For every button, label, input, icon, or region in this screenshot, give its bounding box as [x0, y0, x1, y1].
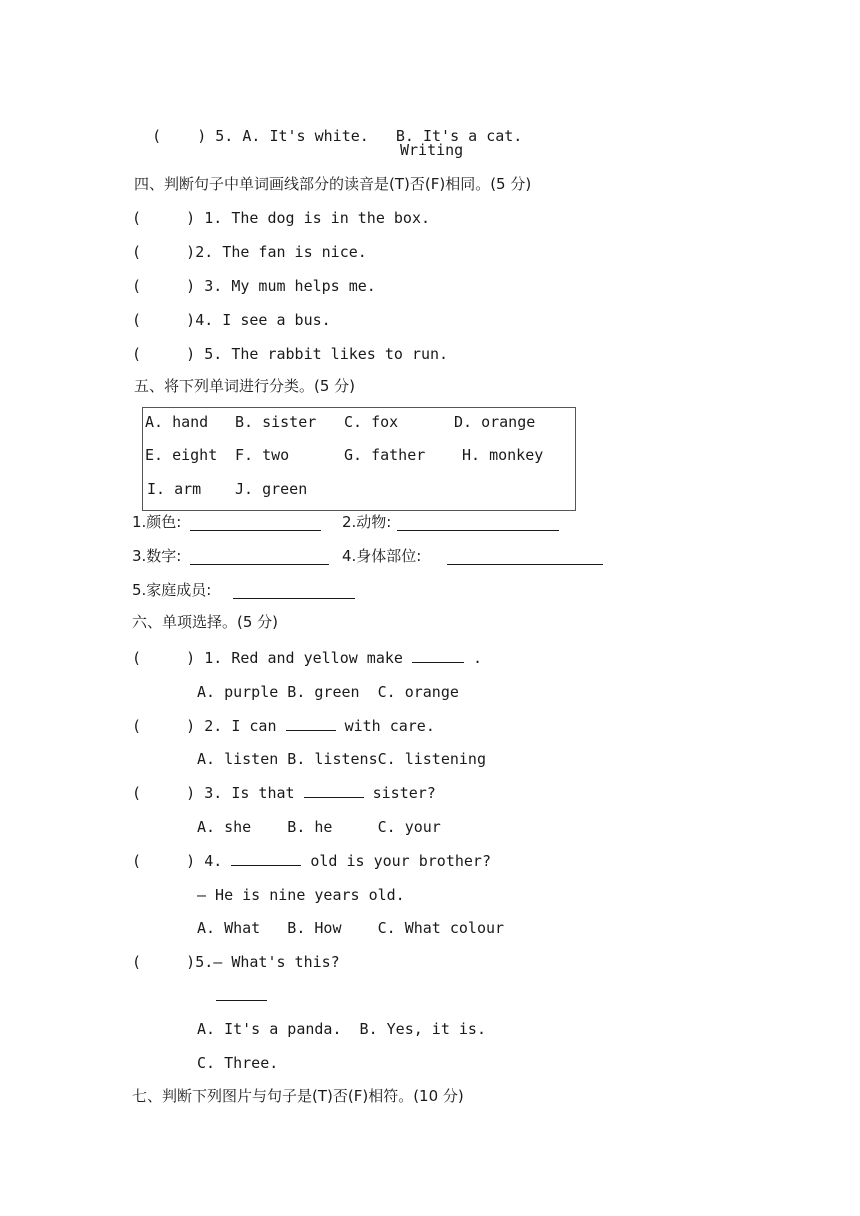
answer-blank[interactable]: [286, 716, 336, 731]
answer-paren[interactable]: ( ): [132, 243, 196, 261]
options-line: A. listen B. listensC. listening: [197, 750, 486, 768]
options-line: A. What B. How C. What colour: [197, 919, 505, 937]
question-text: 1. The dog is in the box.: [204, 209, 431, 227]
question-row: [132, 208, 430, 228]
question-row: [132, 952, 340, 972]
word-item: H. monkey: [462, 446, 544, 464]
section-5-heading: 五、将下列单词进行分类。(5 分): [134, 377, 356, 395]
question-row: [132, 716, 435, 736]
category-label: 3.数字:: [132, 547, 182, 565]
word-item: A. hand: [145, 413, 209, 431]
answer-paren[interactable]: ( ): [132, 784, 196, 802]
question-text: 5. The rabbit likes to run.: [204, 345, 449, 363]
question-text: 3. My mum helps me.: [204, 277, 376, 295]
word-item: D. orange: [454, 413, 536, 431]
word-item: E. eight: [145, 446, 218, 464]
word-item: C. fox: [344, 413, 399, 431]
answer-paren[interactable]: ( ): [132, 209, 196, 227]
answer-paren[interactable]: ( ): [132, 345, 196, 363]
answer-blank[interactable]: [412, 648, 464, 663]
reply-line: — He is nine years old.: [197, 886, 405, 904]
options-line: A. she B. he C. your: [197, 818, 441, 836]
word-item: J. green: [235, 480, 308, 498]
question-text: 3. Is that: [204, 784, 295, 802]
category-label: 5.家庭成员:: [132, 581, 212, 599]
options-line: A. It's a panda. B. Yes, it is.: [197, 1020, 486, 1038]
options-line: A. purple B. green C. orange: [197, 683, 459, 701]
question-row: [132, 344, 448, 364]
word-item: I. arm: [147, 480, 202, 498]
word-item: B. sister: [235, 413, 317, 431]
question-row: [134, 106, 522, 146]
question-row: [132, 276, 376, 296]
answer-paren[interactable]: ( ): [132, 649, 196, 667]
options-line: C. Three.: [197, 1054, 279, 1072]
question-text: 4.: [204, 852, 223, 870]
answer-paren[interactable]: ( ): [152, 127, 207, 145]
answer-blank[interactable]: [233, 584, 355, 599]
question-text: 5.— What's this?: [195, 953, 340, 971]
question-text: 4. I see a bus.: [195, 311, 331, 329]
question-text: sister?: [372, 784, 436, 802]
answer-blank[interactable]: [190, 516, 321, 531]
question-text: 2. The fan is nice.: [195, 243, 367, 261]
question-row: [132, 783, 436, 803]
answer-blank[interactable]: [447, 550, 603, 565]
word-item: G. father: [344, 446, 426, 464]
category-label: 2.动物:: [342, 513, 392, 531]
question-row: [132, 242, 367, 262]
section-6-heading: 六、单项选择。(5 分): [132, 613, 279, 631]
question-text: with care.: [344, 717, 435, 735]
question-text: 2. I can: [204, 717, 277, 735]
answer-blank[interactable]: [397, 516, 559, 531]
question-row: [132, 648, 482, 668]
answer-blank[interactable]: [231, 851, 301, 866]
answer-paren[interactable]: ( ): [132, 277, 196, 295]
answer-blank[interactable]: [216, 986, 267, 1001]
question-text: old is your brother?: [310, 852, 491, 870]
answer-paren[interactable]: ( ): [132, 852, 196, 870]
category-label: 4.身体部位:: [342, 547, 422, 565]
section-7-heading: 七、判断下列图片与句子是(T)否(F)相符。(10 分): [132, 1087, 464, 1105]
answer-blank[interactable]: [304, 783, 364, 798]
answer-paren[interactable]: ( ): [132, 311, 196, 329]
answer-paren[interactable]: ( ): [132, 717, 196, 735]
question-text: .: [473, 649, 483, 667]
answer-paren[interactable]: ( ): [132, 953, 196, 971]
category-label: 1.颜色:: [132, 513, 182, 531]
writing-heading: Writing: [400, 141, 464, 159]
question-row: [132, 851, 491, 871]
answer-blank[interactable]: [190, 550, 329, 565]
question-row: [132, 310, 331, 330]
section-4-heading: 四、判断句子中单词画线部分的读音是(T)否(F)相同。(5 分): [134, 175, 532, 193]
question-text: 5. A. It's white. B. It's a cat.: [215, 127, 523, 145]
word-item: F. two: [235, 446, 290, 464]
question-text: 1. Red and yellow make: [204, 649, 403, 667]
